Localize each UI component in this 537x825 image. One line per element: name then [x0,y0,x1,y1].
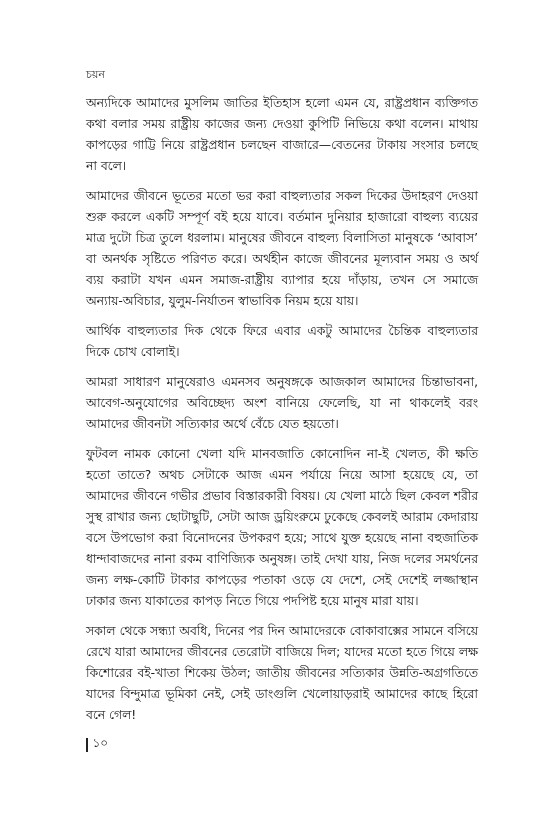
paragraph-4: আমরা সাধারণ মানুষেরাও এমনসব অনুষঙ্গকে আজকাল আমাদের চিন্তাভাবনা, আবেগ-অনুযোগের অবিচ্ছেদ্য অংশ বানিয়ে ফেলেছি, যা না থাকলেই বরং আমাদের জীবনটা সত্যিকার অর্থে বেঁচে যেত হয়তো। [86,375,478,431]
folio [86,735,108,755]
body-text [86,93,478,735]
paragraph-3: আর্থিক বাহুল্যতার দিক থেকে ফিরে এবার একটু আমাদের চৈন্তিক বাহুল্যতার দিকে চোখ বোলাই। [86,324,478,359]
running-head: চয়ন [86,68,105,81]
page-number: ১০ [92,736,109,750]
folio-rule [86,738,88,752]
paragraph-1: অন্যদিকে আমাদের মুসলিম জাতির ইতিহাস হলো এমন যে, রাষ্ট্রপ্রধান ব্যক্তিগত কথা বলার সময় রাষ্ট্রীয় কাজের জন্য দেওয়া কুপিটি নিভিয়ে কথা বলেন। মাথায় কাপড়ের গাট্টি নিয়ে রাষ্ট্রপ্রধান চলছেন বাজারে—বেতনের টাকায় সংসার চলছে না বলে। [86,96,478,173]
paragraph-2: আমাদের জীবনে ভূতের মতো ভর করা বাহুল্যতার সকল দিকের উদাহরণ দেওয়া শুরু করলে একটি সম্পূর্ণ বই হয়ে যাবে। বর্তমান দুনিয়ার হাজারো বাহুল্য ব্যয়ের মাত্র দুটো চিত্র তুলে ধরলাম। মানুষের জীবনে বাহুল্য বিলাসিতা মানুষকে ‘আবাস’ বা অনর্থক সৃষ্টিতে পরিণত করে। অর্থহীন কাজে জীবনের মূল্যবান সময় ও অর্থ ব্যয় করাটা যখন এমন সমাজ-রাষ্ট্রীয় ব্যাপার হয়ে দাঁড়ায়, তখন সে সমাজে অন্যায়-অবিচার, যুলুম-নির্যাতন স্বাভাবিক নিয়ম হয়ে যায়। [86,189,478,308]
paragraph-5: ফুটবল নামক কোনো খেলা যদি মানবজাতি কোনোদিন না-ই খেলত, কী ক্ষতি হতো তাতে? অথচ সেটাকে আজ এমন পর্যায়ে নিয়ে আসা হয়েছে যে, তা আমাদের জীবনে গভীর প্রভাব বিস্তারকারী বিষয়। যে খেলা মাঠে ছিল কেবল শরীর সুস্থ রাখার জন্য ছোটাছুটি, সেটা আজ ড্রয়িংরুমে ঢুকেছে কেবলই আরাম কেদারায় বসে উপভোগ করা বিনোদনের উপকরণ হয়ে; সাথে যুক্ত হয়েছে নানা বহুজাতিক ধান্দাবাজদের নানা রকম বাণিজ্যিক অনুষঙ্গ। তাই দেখা যায়, নিজ দলের সমর্থনের জন্য লক্ষ-কোটি টাকার কাপড়ের পতাকা ওড়ে যে দেশে, সেই দেশেই লজ্জাস্থান ঢাকার জন্য যাকাতের কাপড় নিতে গিয়ে পদপিষ্ট হয়ে মানুষ মারা যায়। [86,447,478,608]
paragraph-6: সকাল থেকে সন্ধ্যা অবধি, দিনের পর দিন আমাদেরকে বোকাবাক্সের সামনে বসিয়ে রেখে যারা আমাদের জীবনের তেরোটা বাজিয়ে দিল; যাদের মতো হতে গিয়ে লক্ষ কিশোরের বই-খাতা শিকেয় উঠল; জাতীয় জীবনের সত্যিকার উন্নতি-অগ্রগতিতে যাদের বিন্দুমাত্র ভূমিকা নেই, সেই ডাংগুলি খেলোয়াড়রাই আমাদের কাছে হিরো বনে গেল! [86,624,478,722]
